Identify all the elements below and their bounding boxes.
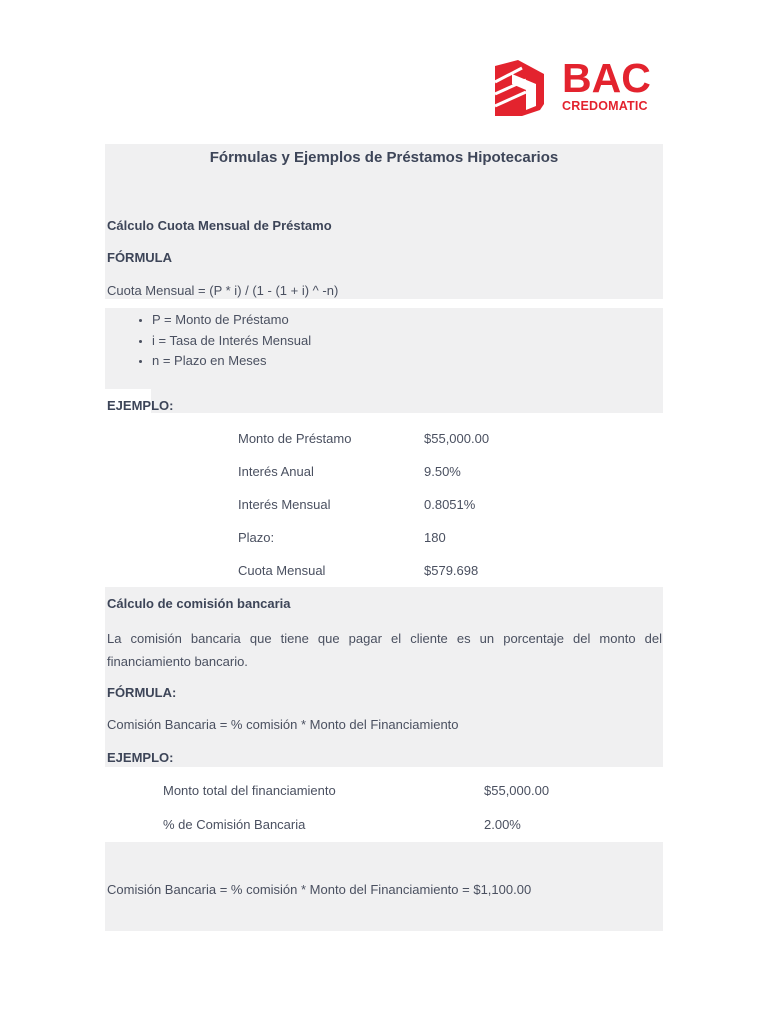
- list-item: • n = Plazo en Meses: [152, 351, 663, 372]
- example2-label-1: % de Comisión Bancaria: [163, 817, 306, 832]
- bac-logo-icon: [492, 60, 552, 116]
- list-item: • i = Tasa de Interés Mensual: [152, 331, 663, 352]
- logo-name: BAC: [562, 55, 651, 101]
- example2-value-1: 2.00%: [484, 817, 521, 832]
- example1-value-4: $579.698: [424, 563, 479, 578]
- panel-section2: [105, 587, 663, 767]
- variables-list: [107, 310, 663, 372]
- example1-label-0: Monto de Préstamo: [238, 431, 352, 446]
- example1-value-3: 180: [424, 530, 446, 545]
- example1-label-2: Interés Mensual: [238, 497, 331, 512]
- section2-description: La comisión bancaria que tiene que pagar el cliente es un porcentaje del monto del financiamiento bancario.: [107, 631, 662, 669]
- example1-label-3: Plazo:: [238, 530, 275, 545]
- section1-heading: Cálculo Cuota Mensual de Préstamo: [107, 218, 332, 233]
- example2-label-0: Monto total del financiamiento: [163, 783, 336, 798]
- example1-value-0: $55,000.00: [424, 431, 490, 446]
- example2-value-0: $55,000.00: [484, 783, 550, 798]
- section2-heading: Cálculo de comisión bancaria: [107, 596, 291, 611]
- page-title: Fórmulas y Ejemplos de Préstamos Hipotecarios: [209, 149, 559, 166]
- section1-example-label: EJEMPLO:: [107, 398, 174, 413]
- commission-result: Comisión Bancaria = % comisión * Monto del Financiamiento = $1,100.00: [107, 882, 532, 897]
- section2-example-label: EJEMPLO:: [107, 750, 174, 765]
- example1-value-2: 0.8051%: [424, 497, 476, 512]
- logo-subtitle: CREDOMATIC: [562, 99, 648, 113]
- section1-formula: Cuota Mensual = (P * i) / (1 - (1 + i) ^ -n): [107, 283, 339, 298]
- example1-label-1: Interés Anual: [238, 464, 314, 479]
- list-item: • P = Monto de Préstamo: [152, 310, 663, 331]
- example1-value-1: 9.50%: [424, 464, 461, 479]
- section2-formula-label: FÓRMULA:: [107, 685, 177, 700]
- example1-label-4: Cuota Mensual: [238, 563, 326, 578]
- section2-formula: Comisión Bancaria = % comisión * Monto del Financiamiento: [107, 717, 459, 732]
- section1-formula-label: FÓRMULA: [107, 250, 172, 265]
